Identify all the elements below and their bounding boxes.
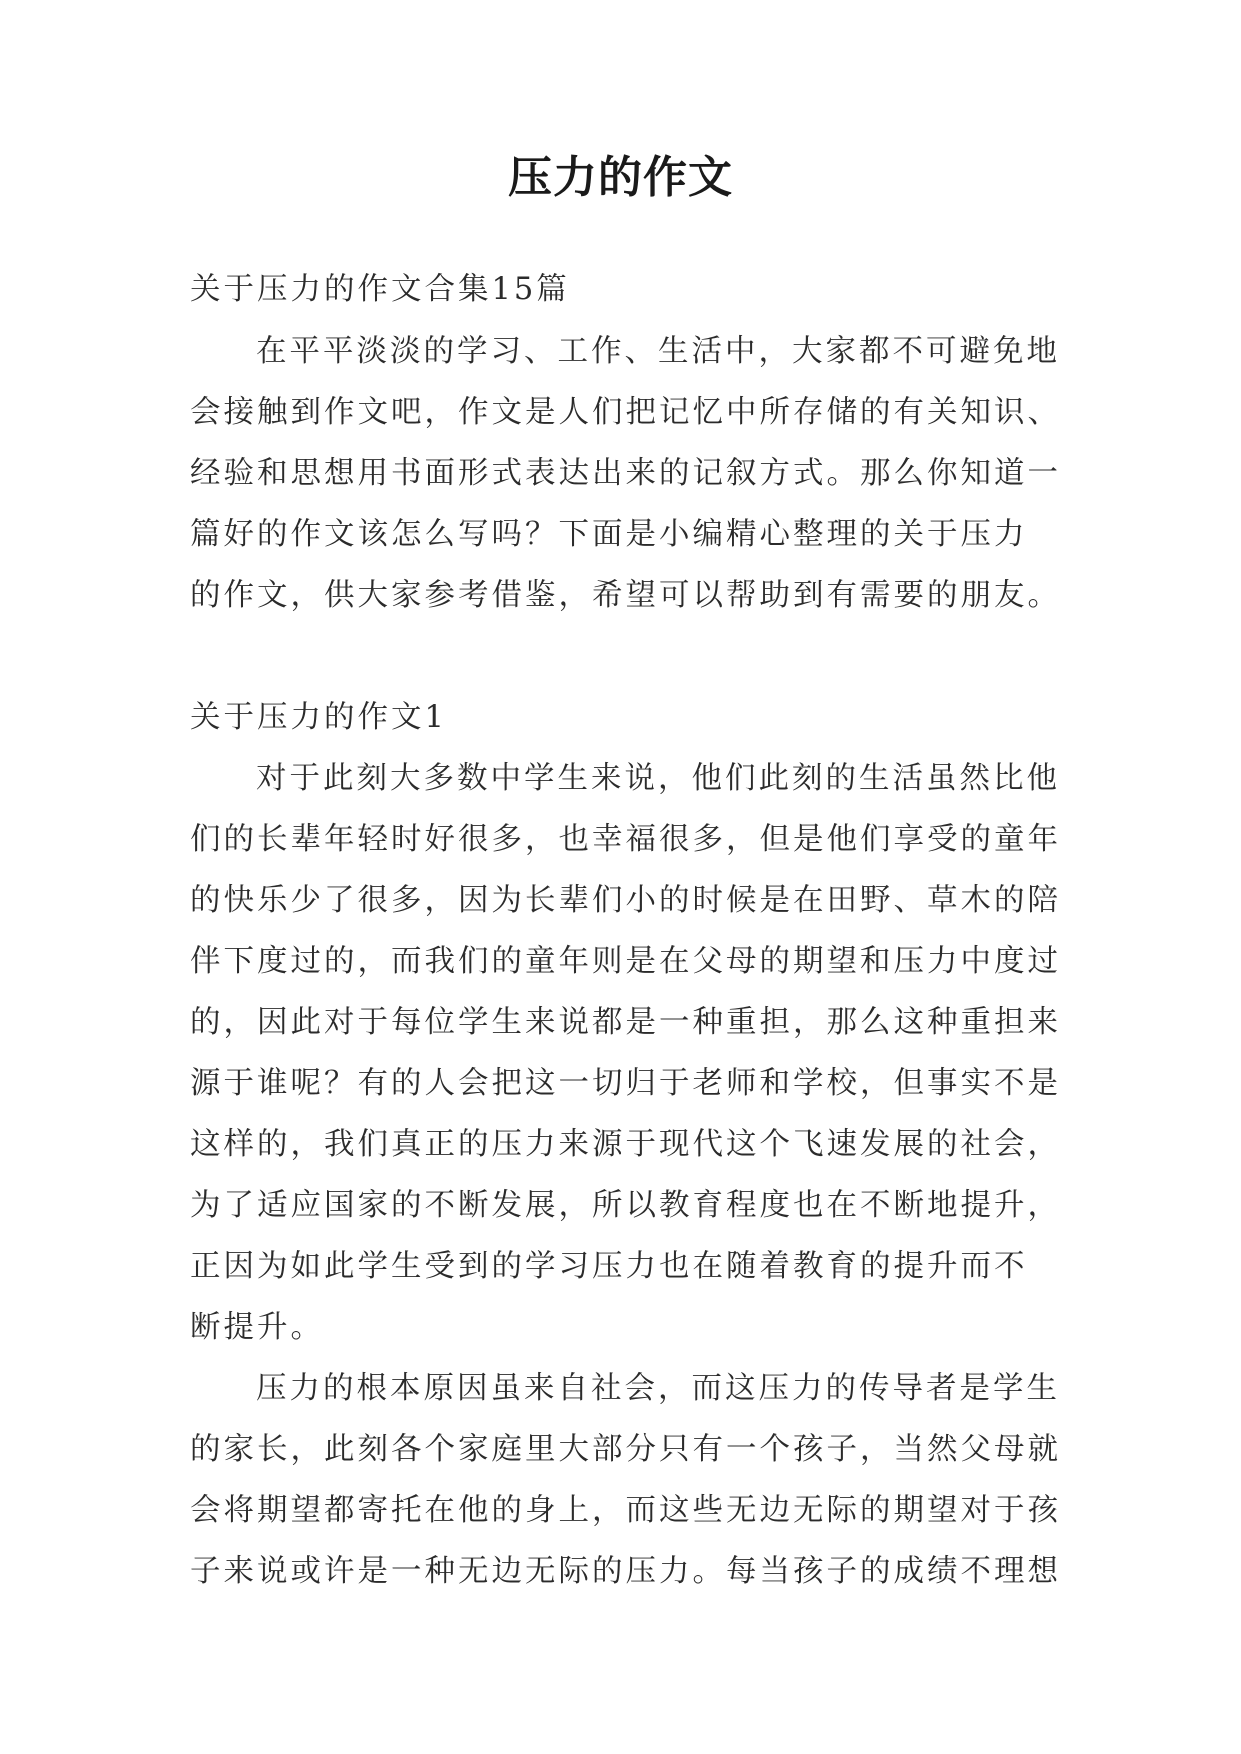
paragraph-line: 压力的根本原因虽来自社会，而这压力的传导者是学生: [256, 1371, 1060, 1406]
section-heading: 关于压力的作文1: [190, 700, 447, 735]
paragraph-line: 子来说或许是一种无边无际的压力。每当孩子的成绩不理想: [190, 1554, 1061, 1589]
intro-line: 在平平淡淡的学习、工作、生活中，大家都不可避免地: [256, 334, 1060, 369]
paragraph-line: 的家长，此刻各个家庭里大部分只有一个孩子，当然父母就: [190, 1432, 1061, 1467]
intro-line: 篇好的作文该怎么写吗？下面是小编精心整理的关于压力: [190, 517, 1028, 552]
collection-subtitle: 关于压力的作文合集15篇: [190, 272, 570, 307]
intro-line: 经验和思想用书面形式表达出来的记叙方式。那么你知道一: [190, 456, 1061, 491]
paragraph-line: 的，因此对于每位学生来说都是一种重担，那么这种重担来: [190, 1005, 1061, 1040]
paragraph-line: 们的长辈年轻时好很多，也幸福很多，但是他们享受的童年: [190, 822, 1061, 857]
paragraph-line: 正因为如此学生受到的学习压力也在随着教育的提升而不: [190, 1249, 1028, 1284]
intro-line: 会接触到作文吧，作文是人们把记忆中所存储的有关知识、: [190, 395, 1061, 430]
paragraph-line: 为了适应国家的不断发展，所以教育程度也在不断地提升，: [190, 1188, 1061, 1223]
paragraph-line: 源于谁呢？有的人会把这一切归于老师和学校，但事实不是: [190, 1066, 1061, 1101]
paragraph-line: 伴下度过的，而我们的童年则是在父母的期望和压力中度过: [190, 944, 1061, 979]
paragraph-line: 会将期望都寄托在他的身上，而这些无边无际的期望对于孩: [190, 1493, 1061, 1528]
intro-line: 的作文，供大家参考借鉴，希望可以帮助到有需要的朋友。: [190, 578, 1061, 613]
document-title: 压力的作文: [508, 152, 733, 203]
paragraph-line: 断提升。: [190, 1310, 324, 1345]
paragraph-line: 的快乐少了很多，因为长辈们小的时候是在田野、草木的陪: [190, 883, 1061, 918]
paragraph-line: 对于此刻大多数中学生来说，他们此刻的生活虽然比他: [256, 761, 1060, 796]
paragraph-line: 这样的，我们真正的压力来源于现代这个飞速发展的社会，: [190, 1127, 1061, 1162]
